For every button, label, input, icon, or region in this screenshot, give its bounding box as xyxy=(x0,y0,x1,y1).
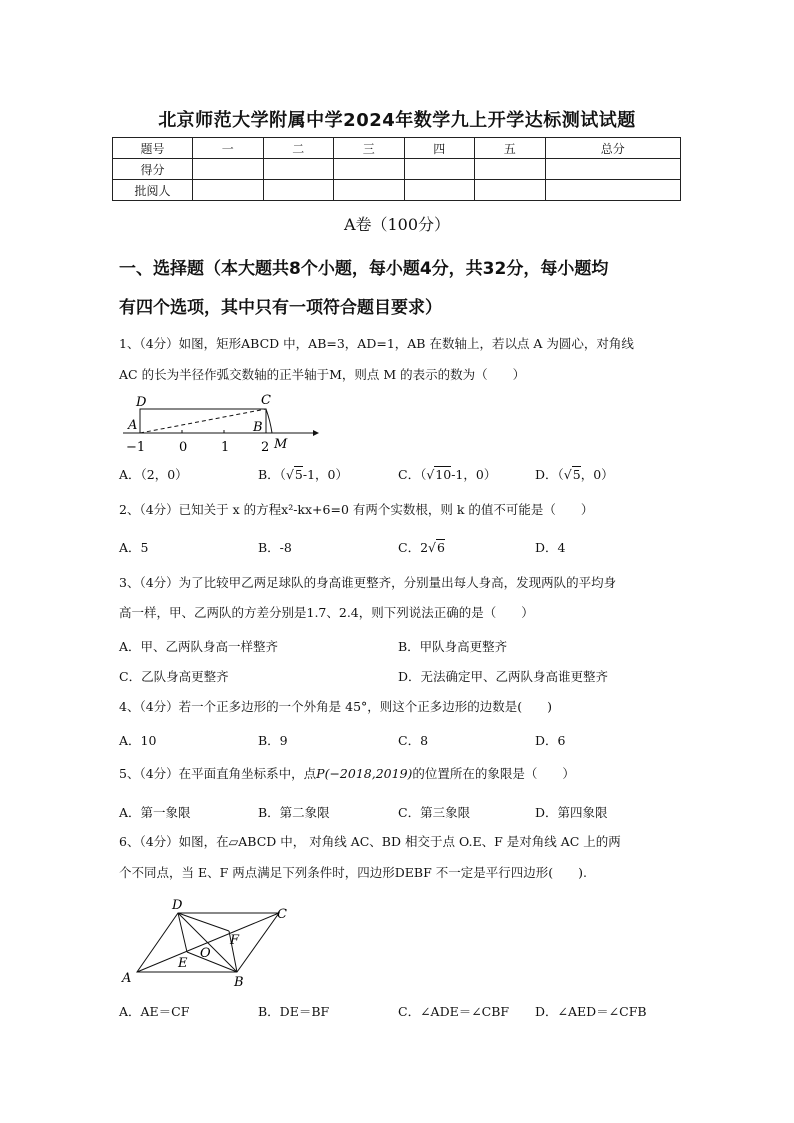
table-cell: 总分 xyxy=(545,138,681,159)
q5-option-b: B．第二象限 xyxy=(258,805,330,820)
table-cell xyxy=(193,159,264,180)
label-a: A xyxy=(122,971,132,986)
label-e: E xyxy=(178,956,188,971)
segment-eb xyxy=(187,952,237,972)
q2-option-c: C．2√6 xyxy=(398,540,445,555)
section-heading-cont: 有四个选项，其中只有一项符合题目要求） xyxy=(119,298,442,318)
table-cell: 二 xyxy=(263,138,334,159)
q1-option-c: C．（√10-1，0） xyxy=(398,467,497,482)
tick-label: 2 xyxy=(261,440,270,455)
section-heading: 一、选择题（本大题共8个小题，每小题4分，共32分，每小题均 xyxy=(119,259,609,279)
table-cell xyxy=(263,159,334,180)
question-2-line: 2、（4分）已知关于 x 的方程x²-kx+6=0 有两个实数根，则 k 的值不可能是（ ） xyxy=(119,502,594,517)
arrow-icon xyxy=(313,430,319,436)
score-table xyxy=(112,137,681,201)
q1-option-a: A．（2，0） xyxy=(119,467,188,482)
table-cell xyxy=(475,180,546,201)
label-c: C xyxy=(261,393,271,408)
label-d: D xyxy=(136,395,147,410)
table-cell: 题号 xyxy=(113,138,193,159)
question-3-line: 高一样，甲、乙两队的方差分别是1.7、2.4，则下列说法正确的是（ ） xyxy=(119,605,534,620)
question-1-line: 1、（4分）如图，矩形ABCD 中，AB=3，AD=1，AB 在数轴上，若以点 A 为圆心，对角线 xyxy=(119,336,634,351)
q6-figure xyxy=(118,896,300,990)
table-cell xyxy=(334,180,405,201)
table-cell xyxy=(404,159,475,180)
q4-option-a: A．10 xyxy=(119,733,157,748)
label-b: B xyxy=(234,975,244,990)
q5-option-c: C．第三象限 xyxy=(398,805,471,820)
table-cell: 一 xyxy=(193,138,264,159)
label-a: A xyxy=(128,418,138,433)
score-table-row xyxy=(113,159,681,180)
q5-option-a: A．第一象限 xyxy=(119,805,191,820)
q4-option-d: D．6 xyxy=(535,733,566,748)
q1-option-d: D．（√5，0） xyxy=(535,467,614,482)
table-cell xyxy=(334,159,405,180)
q6-option-c: C．∠ADE＝∠CBF xyxy=(398,1004,510,1019)
table-cell xyxy=(475,159,546,180)
table-cell xyxy=(263,180,334,201)
table-cell: 四 xyxy=(404,138,475,159)
table-cell xyxy=(545,180,681,201)
q4-option-b: B．9 xyxy=(258,733,288,748)
q2-option-b: B．-8 xyxy=(258,540,292,555)
table-cell xyxy=(193,180,264,201)
q2-option-d: D．4 xyxy=(535,540,566,555)
tick-label: −1 xyxy=(126,440,146,455)
q3-option-a: A．甲、乙两队身高一样整齐 xyxy=(119,639,279,654)
q3-option-b: B．甲队身高更整齐 xyxy=(398,639,508,654)
score-table-row xyxy=(113,180,681,201)
table-cell xyxy=(404,180,475,201)
score-table-header-row xyxy=(113,138,681,159)
table-cell: 五 xyxy=(475,138,546,159)
q5-option-d: D．第四象限 xyxy=(535,805,608,820)
table-cell: 得分 xyxy=(113,159,193,180)
arc xyxy=(266,409,272,433)
question-6-line: 个不同点，当 E、F 两点满足下列条件时，四边形DEBF 不一定是平行四边形( ). xyxy=(119,865,587,880)
q6-option-d: D．∠AED＝∠CFB xyxy=(535,1004,647,1019)
segment-df xyxy=(178,913,229,931)
q1-option-b: B．（√5-1，0） xyxy=(258,467,348,482)
q4-option-c: C．8 xyxy=(398,733,429,748)
diagonal-ac xyxy=(140,409,266,433)
label-m: M xyxy=(274,437,288,452)
table-cell: 批阅人 xyxy=(113,180,193,201)
q3-option-c: C．乙队身高更整齐 xyxy=(119,669,229,684)
label-b: B xyxy=(253,420,263,435)
q6-option-b: B．DE＝BF xyxy=(258,1004,330,1019)
question-1-line: AC 的长为半径作弧交数轴的正半轴于M，则点 M 的表示的数为（ ） xyxy=(119,367,526,382)
tick-label: 1 xyxy=(221,440,230,455)
table-cell xyxy=(545,159,681,180)
section-juan-heading: A卷（100分） xyxy=(343,215,451,234)
question-6-line: 6、（4分）如图，在▱ABCD 中， 对角线 AC、BD 相交于点 O.E、F 是对角线 AC 上的两 xyxy=(119,834,621,849)
table-cell: 三 xyxy=(334,138,405,159)
q1-figure xyxy=(118,388,323,458)
label-c: C xyxy=(277,907,287,922)
question-4-line: 4、（4分）若一个正多边形的一个外角是 45°，则这个正多边形的边数是( ) xyxy=(119,699,553,714)
label-o: O xyxy=(200,946,211,961)
question-3-line: 3、（4分）为了比较甲乙两足球队的身高谁更整齐，分别量出每人身高，发现两队的平均身 xyxy=(119,575,617,590)
question-5-line: 5、（4分）在平面直角坐标系中，点P(−2018,2019)的位置所在的象限是（ ） xyxy=(119,766,575,781)
label-f: F xyxy=(230,933,240,948)
q3-option-d: D．无法确定甲、乙两队身高谁更整齐 xyxy=(398,669,609,684)
q6-option-a: A．AE＝CF xyxy=(119,1004,190,1019)
page-title: 北京师范大学附属中学2024年数学九上开学达标测试试题 xyxy=(158,110,636,131)
label-d: D xyxy=(172,898,183,913)
tick-label: 0 xyxy=(179,440,188,455)
segment-de xyxy=(178,913,187,952)
q2-option-a: A．5 xyxy=(119,540,149,555)
